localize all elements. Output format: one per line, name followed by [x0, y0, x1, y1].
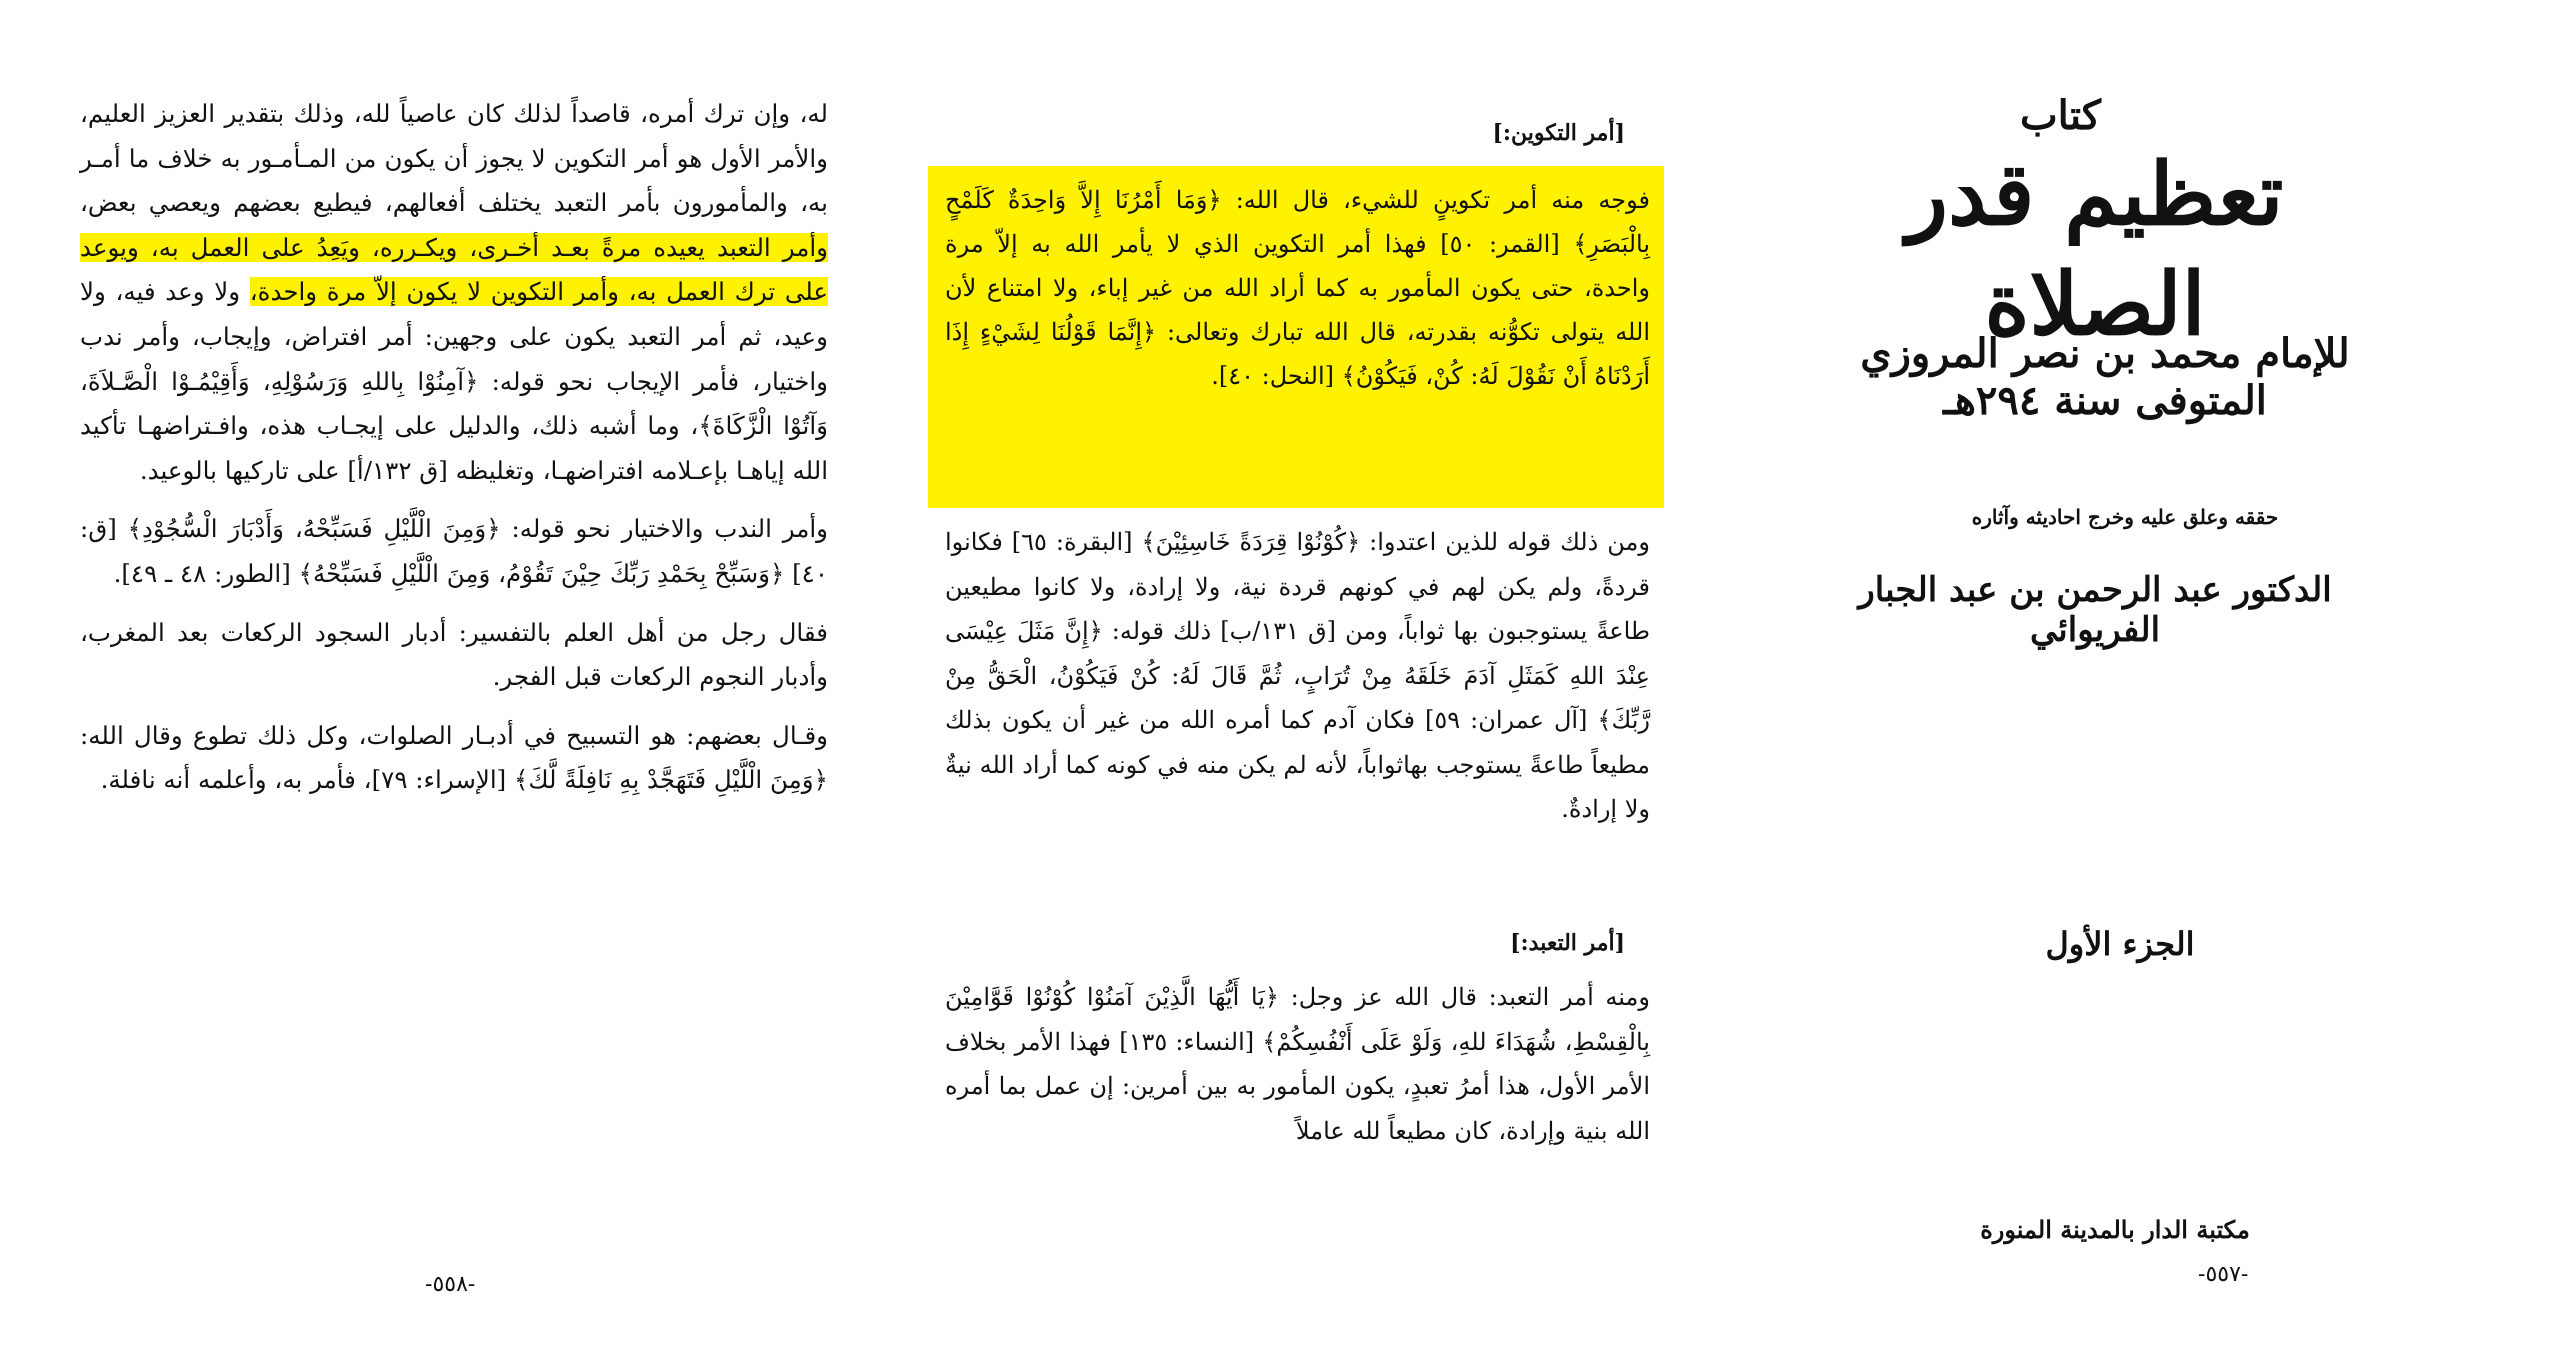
paragraph — [80, 92, 828, 493]
page-number: -٥٥٨- — [425, 1272, 476, 1297]
text-segment: وأمر الندب والاختيار نحو قوله: ﴿وَمِنَ الْلَّيْلِ فَسَبِّحْهُ، وَأَدْبَارَ الْسُّجُوْدِ﴾ [ق: ٤٠] ﴿وَسَبِّحْ بِحَمْدِ رَبِّكَ حِيْنَ تَقُوْمُ، وَمِنَ الْلَّيْلِ فَسَبِّحْهُ﴾ [الطور: ٤٨ ـ ٤٩]. — [80, 514, 828, 588]
volume-label: الجزء الأول — [2045, 925, 2195, 963]
paragraph: ومنه أمر التعبد: قال الله عز وجل: ﴿يَا أَيُّهَا الَّذِيْنَ آمَنُوْا كُوْنُوْا قَوَّامِيْنَ بِالْقِسْطِ، شُهَدَاءَ للهِ، وَلَوْ عَلَى أَنْفُسِكُمْ﴾ [النساء: ١٣٥] فهذا الأمر بخلاف الأمر الأول، هذا أمرُ تعبدٍ، يكون المأمور به بين أمرين: إن عمل بما أمره الله بنية وإرادة، كان مطيعاً لله عاملاً — [945, 983, 1650, 1145]
highlighted-text: وأمر التعبد يعيده مرةً بعـد أخـرى، ويكـرره، ويَعِدُ على العمل به، ويوعد على ترك العمل به، وأمر التكوين لا يكون إلاّ مرة واحدة، — [80, 232, 829, 307]
page-558-body — [80, 92, 828, 803]
highlighted-paragraph: فوجه منه أمر تكوينٍ للشيء، قال الله: ﴿وَمَا أَمْرُنَا إِلاَّ وَاحِدَةٌ كَلَمْحٍ بِالْبَصَرِ﴾ [القمر: ٥٠] فهذا أمر التكوين الذي لا يأمر الله به إلاّ مرة واحدة، حتى يكون المأمور به كما أراد الله من غير إباء، ولا امتناع لأن الله يتولى تكوُّنه بقدرته، قال الله تبارك وتعالى: ﴿إِنَّمَا قَوْلُنَا لِشَيْءٍ إِذَا أَرَدْنَاهُ أَنْ نَقُوْلَ لَهُ: كُنْ، فَيَكُوْنُ﴾ [النحل: ٤٠]. — [945, 186, 1650, 390]
book-word: كتاب — [2020, 92, 2101, 139]
paragraph — [80, 714, 828, 803]
editor-note: حققه وعلق عليه وخرج احاديثه وآثاره — [1971, 505, 2279, 529]
publisher: مكتبة الدار بالمدينة المنورة — [1980, 1215, 2250, 1244]
page-number: -٥٥٧- — [2198, 1262, 2249, 1287]
page-558 — [0, 0, 860, 1349]
book-title: تعظيم قدر الصلاة — [1906, 144, 2284, 355]
paragraph: ومن ذلك قوله للذين اعتدوا: ﴿كُوْنُوْا قِرَدَةً خَاسِئِيْنَ﴾ [البقرة: ٦٥] فكانوا قردةً، ولم يكن لهم في كونهم قردة نية، ولا إرادة، ولا كانوا مطيعين طاعةً يستوجبون بها ثواباً، ومن [ق ١٣١/ب] ذلك قوله: ﴿إِنَّ مَثَلَ عِيْسَى عِنْدَ اللهِ كَمَثَلِ آدَمَ خَلَقَهُ مِنْ تُرَابٍ، ثُمَّ قَالَ لَهُ: كُنْ فَيَكُوْنُ، الْحَقُّ مِنْ رَّبِّكَ﴾ [آل عمران: ٥٩] فكان آدم كما أمره الله من غير أن يكون بذلك مطيعاً طاعةً يستوجب بهاثواباً، لأنه لم يكن منه في كونه كما أراد الله نيةٌ ولا إرادةٌ. — [945, 528, 1651, 823]
paragraph — [80, 611, 828, 700]
paragraph — [80, 507, 828, 596]
text-segment: وقـال بعضهم: هو التسبيح في أدبـار الصلوات، وكل ذلك تطوع وقال الله: ﴿وَمِنَ الْلَّيْلِ فَتَهَجَّدْ بِهِ نَافِلَةً لَّكَ﴾ [الإسراء: ٧٩]، فأمر به، وأعلمه أنه نافلة. — [80, 720, 828, 795]
section-heading: [أمر التكوين:] — [1492, 120, 1625, 146]
text-segment: فقال رجل من أهل العلم بالتفسير: أدبار السجود الركعات بعد المغرب، وأدبار النجوم الركعات قبل الفجر. — [80, 617, 828, 692]
text-segment: ولا وعد فيه، ولا وعيد، ثم أمر التعبد يكون على وجهين: أمر افتراض، وإيجاب، وأمر ندب واختيار، فأمر الإيجاب نحو قوله: ﴿آمِنُوْا بِاللهِ وَرَسُوْلِهِ، وَأَقِيْمُـوْا الْصَّـلاَةَ، وَآتُوْا الْزَّكَاةَ﴾، وما أشبه ذلك، والدليل على إيجـاب هذه، وافـتراضهـا تأكيد الله إياهـا بإعـلامه افتراضهـا، وتغليظه [ق ١٣٢/أ] على تاركيها بالوعيد. — [80, 277, 828, 485]
author-line: للإمام محمد بن نصر المروزي المتوفى سنة ٢٩٤هـ — [1860, 330, 2350, 424]
section-heading: [أمر التعبد:] — [1510, 930, 1625, 956]
editor-name: الدكتور عبد الرحمن بن عبد الجبار الفريوائي — [1858, 570, 2332, 650]
text-segment: له، وإن ترك أمره، قاصداً لذلك كان عاصياً لله، وذلك بتقدير العزيز العليم، والأمر الأول هو أمر التكوين لا يجوز أن يكون من المـأمـور به خلاف ما أمـر به، والمأمورون بأمر التعبد يختلف أفعالهم، فيطيع بعضهم ويعصي بعض، — [80, 99, 828, 218]
